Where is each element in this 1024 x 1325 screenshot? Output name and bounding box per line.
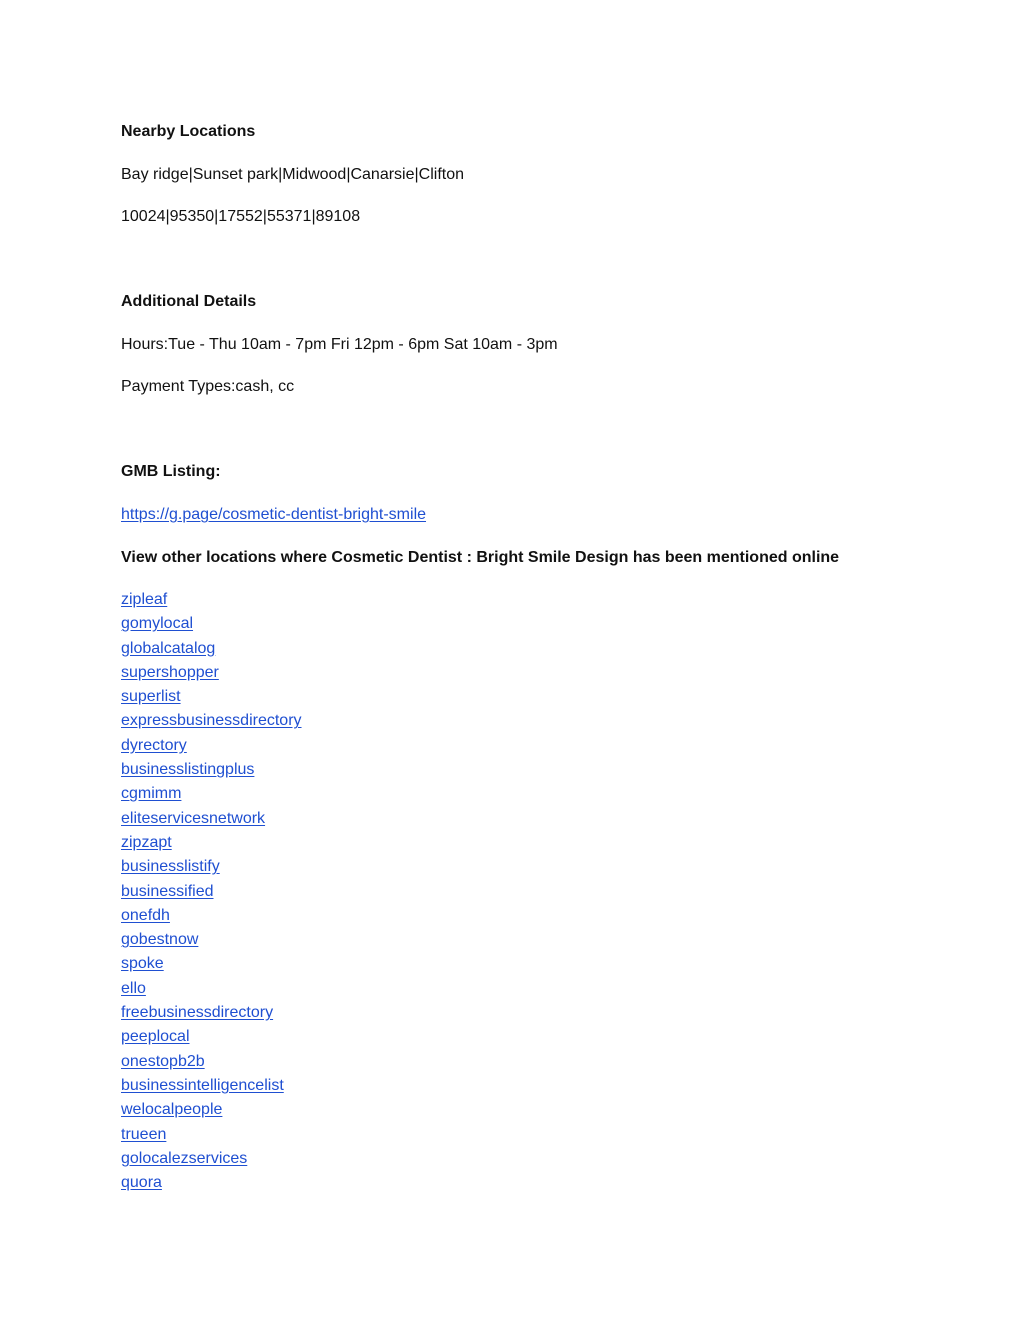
- list-item: [121, 614, 302, 638]
- list-item: [121, 1173, 302, 1197]
- list-item: [121, 1149, 302, 1173]
- list-item: [121, 760, 302, 784]
- list-item: [121, 809, 302, 833]
- mention-link-expressbusinessdirectory[interactable]: expressbusinessdirectory: [121, 712, 302, 730]
- mention-link-cgmimm[interactable]: cgmimm: [121, 785, 182, 803]
- nearby-locations-heading: Nearby Locations: [121, 123, 256, 140]
- list-item: [121, 930, 302, 954]
- mention-link-supershopper[interactable]: supershopper: [121, 663, 219, 681]
- mention-link-businessified[interactable]: businessified: [121, 882, 214, 900]
- list-item: [121, 1052, 302, 1076]
- mention-link-globalcatalog[interactable]: globalcatalog: [121, 639, 216, 657]
- list-item: [121, 954, 302, 978]
- list-item: [121, 590, 302, 614]
- mention-link-eliteservicesnetwork[interactable]: eliteservicesnetwork: [121, 809, 266, 827]
- mention-link-superlist[interactable]: superlist: [121, 688, 181, 706]
- list-item: [121, 639, 302, 663]
- list-item: [121, 882, 302, 906]
- mention-link-onestopb2b[interactable]: onestopb2b: [121, 1052, 205, 1070]
- additional-details-heading: Additional Details: [121, 293, 257, 310]
- mention-link-welocalpeople[interactable]: welocalpeople: [121, 1101, 223, 1119]
- mention-link-golocalezservices[interactable]: golocalezservices: [121, 1149, 248, 1167]
- mention-link-businesslistingplus[interactable]: businesslistingplus: [121, 761, 255, 779]
- mention-links-list: [121, 590, 302, 1197]
- mention-link-businesslistify[interactable]: businesslistify: [121, 858, 220, 876]
- mention-link-gomylocal[interactable]: gomylocal: [121, 615, 194, 633]
- list-item: [121, 687, 302, 711]
- payment-types-text: Payment Types:cash, cc: [121, 378, 295, 395]
- list-item: [121, 833, 302, 857]
- list-item: [121, 1125, 302, 1149]
- mention-link-onefdh[interactable]: onefdh: [121, 906, 170, 924]
- mention-link-gobestnow[interactable]: gobestnow: [121, 931, 199, 949]
- mentions-heading: View other locations where Cosmetic Dentist : Bright Smile Design has been mentioned online: [121, 549, 840, 566]
- list-item: [121, 857, 302, 881]
- list-item: [121, 1076, 302, 1100]
- mention-link-businessintelligencelist[interactable]: businessintelligencelist: [121, 1076, 284, 1094]
- list-item: [121, 979, 302, 1003]
- mention-link-zipzapt[interactable]: zipzapt: [121, 833, 172, 851]
- mention-link-dyrectory[interactable]: dyrectory: [121, 736, 187, 754]
- list-item: [121, 711, 302, 735]
- mention-link-zipleaf[interactable]: zipleaf: [121, 591, 168, 608]
- list-item: [121, 663, 302, 687]
- mention-link-trueen[interactable]: trueen: [121, 1125, 167, 1143]
- gmb-listing-link[interactable]: https://g.page/cosmetic-dentist-bright-smile: [121, 506, 427, 523]
- mention-link-peeplocal[interactable]: peeplocal: [121, 1028, 190, 1046]
- zipcodes-list: 10024|95350|17552|55371|89108: [121, 208, 361, 225]
- mention-link-freebusinessdirectory[interactable]: freebusinessdirectory: [121, 1004, 274, 1022]
- gmb-listing-heading: GMB Listing:: [121, 463, 221, 480]
- mention-link-ello[interactable]: ello: [121, 979, 146, 997]
- list-item: [121, 1003, 302, 1027]
- mention-link-spoke[interactable]: spoke: [121, 955, 164, 973]
- mention-link-quora[interactable]: quora: [121, 1174, 162, 1192]
- list-item: [121, 906, 302, 930]
- list-item: [121, 736, 302, 760]
- list-item: [121, 1100, 302, 1124]
- list-item: [121, 784, 302, 808]
- hours-text: Hours:Tue - Thu 10am - 7pm Fri 12pm - 6pm Sat 10am - 3pm: [121, 336, 558, 353]
- neighborhoods-list: Bay ridge|Sunset park|Midwood|Canarsie|Clifton: [121, 166, 465, 183]
- list-item: [121, 1027, 302, 1051]
